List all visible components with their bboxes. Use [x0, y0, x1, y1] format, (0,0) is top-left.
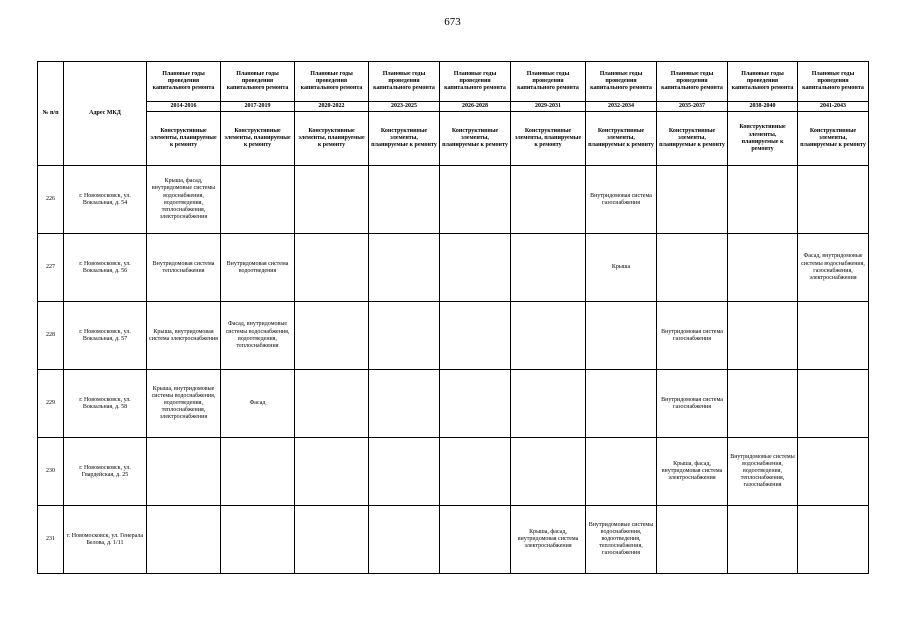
table-cell: Крыша, фасад, внутридомовая система электроснабжения [657, 438, 728, 506]
table-cell: Фасад, внутридомовые системы водоснабжения, водоотведения, теплоснабжения [221, 302, 295, 370]
table-cell [369, 370, 440, 438]
period-years: 2014-2016 [147, 102, 221, 112]
period-kind: Конструктивные элементы, планируемые к ремонту [657, 112, 728, 166]
period-kind: Конструктивные элементы, планируемые к ремонту [511, 112, 586, 166]
period-kind: Конструктивные элементы, планируемые к ремонту [369, 112, 440, 166]
col-address-header: Адрес МКД [64, 62, 147, 166]
table-cell [221, 438, 295, 506]
table-cell [657, 506, 728, 574]
table-cell [798, 302, 869, 370]
table-cell [295, 370, 369, 438]
table-cell [369, 506, 440, 574]
period-years: 2017-2019 [221, 102, 295, 112]
header-row-years [38, 102, 869, 112]
table-cell: Крыша, фасад, внутридомовые системы водоснабжения, водоотведения, теплоснабжения, электроснабжения [147, 166, 221, 234]
period-title: Плановые годы проведения капитального ремонта [221, 62, 295, 102]
row-address: г. Новомосковск, ул. Гвардейская, д. 25 [64, 438, 147, 506]
period-years: 2026-2028 [440, 102, 511, 112]
period-years: 2023-2025 [369, 102, 440, 112]
period-kind: Конструктивные элементы, планируемые к ремонту [147, 112, 221, 166]
table-cell [369, 166, 440, 234]
table-cell [511, 166, 586, 234]
table-cell [221, 506, 295, 574]
row-number: 227 [38, 234, 64, 302]
period-title: Плановые годы проведения капитального ремонта [369, 62, 440, 102]
table-cell: Крыша, внутридомовые системы водоснабжения, водоотведения, теплоснабжения, электроснабжения [147, 370, 221, 438]
table-cell [728, 234, 798, 302]
period-title: Плановые годы проведения капитального ремонта [798, 62, 869, 102]
table-cell: Внутридомовая система водоотведения [221, 234, 295, 302]
row-address: г. Новомосковск, ул. Вокзальная, д. 56 [64, 234, 147, 302]
table-row [38, 438, 869, 506]
table-cell: Крыша, внутридомовая система электроснабжения [147, 302, 221, 370]
period-kind: Конструктивные элементы, планируемые к ремонту [295, 112, 369, 166]
table-cell [369, 302, 440, 370]
table-cell [798, 370, 869, 438]
header-row-titles [38, 62, 869, 102]
table-cell: Внутридомовая система газоснабжения [657, 302, 728, 370]
period-title: Плановые годы проведения капитального ремонта [511, 62, 586, 102]
table-cell [728, 370, 798, 438]
table-cell: Крыша [586, 234, 657, 302]
table-cell: Крыша, фасад, внутридомовая система электроснабжения [511, 506, 586, 574]
period-title: Плановые годы проведения капитального ремонта [440, 62, 511, 102]
period-title: Плановые годы проведения капитального ремонта [728, 62, 798, 102]
table-cell [440, 438, 511, 506]
row-address: г. Новомосковск, ул. Генерала Белова, д. 1/11 [64, 506, 147, 574]
period-title: Плановые годы проведения капитального ремонта [657, 62, 728, 102]
row-number: 228 [38, 302, 64, 370]
row-address: г. Новомосковск, ул. Вокзальная, д. 57 [64, 302, 147, 370]
row-address: г. Новомосковск, ул. Вокзальная, д. 58 [64, 370, 147, 438]
table-cell [440, 506, 511, 574]
table-cell [221, 166, 295, 234]
table-cell [440, 166, 511, 234]
row-number: 230 [38, 438, 64, 506]
table-row [38, 370, 869, 438]
table-cell [295, 302, 369, 370]
table-cell [295, 438, 369, 506]
table-cell [295, 166, 369, 234]
row-number: 226 [38, 166, 64, 234]
table-cell [147, 438, 221, 506]
period-years: 2035-2037 [657, 102, 728, 112]
table-row [38, 506, 869, 574]
table-cell [511, 302, 586, 370]
table-row [38, 166, 869, 234]
period-years: 2032-2034 [586, 102, 657, 112]
table-cell: Фасад [221, 370, 295, 438]
table-cell [511, 438, 586, 506]
table-row [38, 234, 869, 302]
table-cell [440, 302, 511, 370]
table-cell [657, 166, 728, 234]
header-row-kinds [38, 112, 869, 166]
table-cell [586, 302, 657, 370]
period-years: 2029-2031 [511, 102, 586, 112]
period-years: 2038-2040 [728, 102, 798, 112]
period-title: Плановые годы проведения капитального ремонта [586, 62, 657, 102]
table-cell [511, 234, 586, 302]
period-years: 2041-2043 [798, 102, 869, 112]
table-cell [369, 438, 440, 506]
period-title: Плановые годы проведения капитального ремонта [147, 62, 221, 102]
table-cell: Внутридомовая система газоснабжения [657, 370, 728, 438]
table-cell [798, 506, 869, 574]
period-title: Плановые годы проведения капитального ремонта [295, 62, 369, 102]
table-cell: Внутридомовые системы водоснабжения, водоотведения, теплоснабжения, газоснабжения [728, 438, 798, 506]
period-kind: Конструктивные элементы, планируемые к ремонту [798, 112, 869, 166]
table-cell [798, 166, 869, 234]
table-cell [440, 370, 511, 438]
period-kind: Конструктивные элементы, планируемые к ремонту [728, 112, 798, 166]
col-num-header: № п/п [38, 62, 64, 166]
row-address: г. Новомосковск, ул. Вокзальная, д. 54 [64, 166, 147, 234]
period-kind: Конструктивные элементы, планируемые к ремонту [440, 112, 511, 166]
table-cell [728, 302, 798, 370]
table-cell [728, 506, 798, 574]
table-cell: Фасад, внутридомовые системы водоснабжения, газоснабжения, электроснабжения [798, 234, 869, 302]
period-years: 2020-2022 [295, 102, 369, 112]
table-cell [295, 234, 369, 302]
capital-repair-plan-table [37, 61, 869, 574]
table-cell: Внутридомовая система газоснабжения [586, 166, 657, 234]
row-number: 229 [38, 370, 64, 438]
page-number: 673 [444, 16, 461, 28]
row-number: 231 [38, 506, 64, 574]
period-kind: Конструктивные элементы, планируемые к ремонту [586, 112, 657, 166]
period-kind: Конструктивные элементы, планируемые к ремонту [221, 112, 295, 166]
table-cell [657, 234, 728, 302]
table-row [38, 302, 869, 370]
table-cell: Внутридомовая система теплоснабжения [147, 234, 221, 302]
table-cell [147, 506, 221, 574]
table-cell [586, 370, 657, 438]
table-cell [728, 166, 798, 234]
table-cell [798, 438, 869, 506]
table-cell [511, 370, 586, 438]
table-cell [369, 234, 440, 302]
table-cell [586, 438, 657, 506]
table-cell [440, 234, 511, 302]
table-cell [295, 506, 369, 574]
table-cell: Внутридомовые системы водоснабжения, водоотведения, теплоснабжения, газоснабжения [586, 506, 657, 574]
